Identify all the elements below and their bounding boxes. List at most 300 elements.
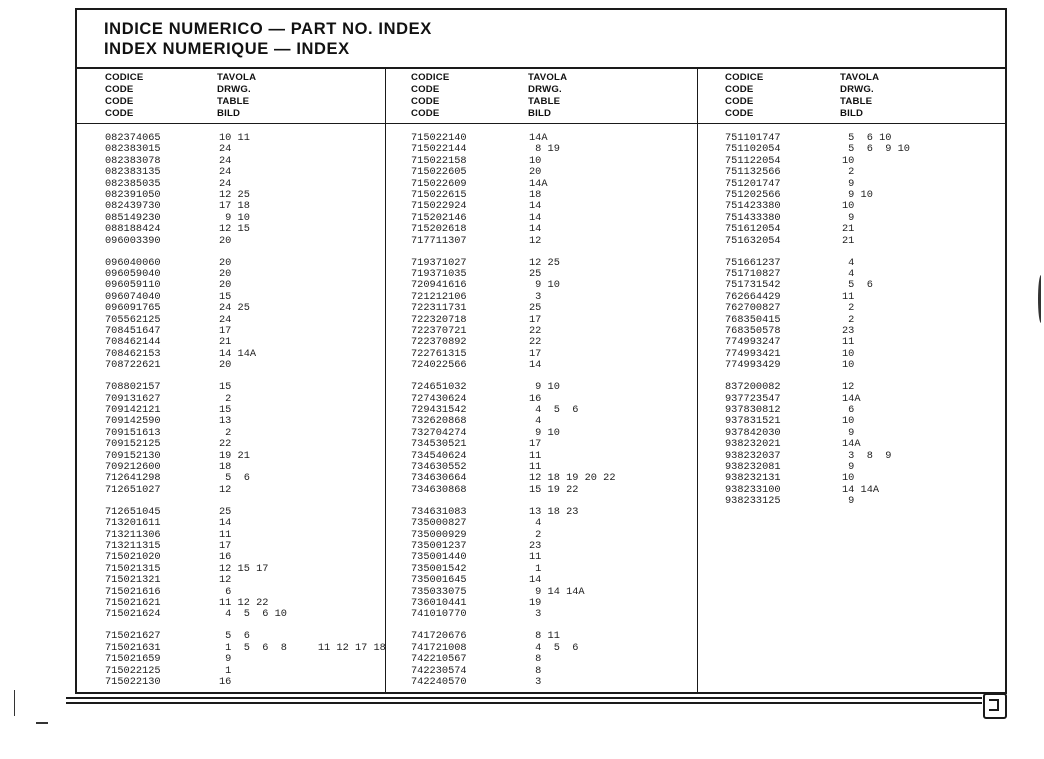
- table-reference: 21: [842, 234, 855, 247]
- part-number: 720941616: [411, 279, 467, 292]
- index-row: [725, 439, 995, 450]
- part-number: 734631083: [411, 505, 467, 518]
- part-number: 715202618: [411, 223, 467, 236]
- table-reference: 23: [529, 540, 542, 552]
- table-reference: 17: [529, 313, 542, 326]
- part-number: 719371035: [411, 268, 467, 280]
- part-number: 735001542: [411, 562, 467, 575]
- part-number: 085149230: [105, 211, 161, 224]
- part-number: 751202566: [725, 189, 781, 201]
- index-row: [105, 609, 375, 620]
- part-number: 751122054: [725, 154, 781, 167]
- header-table-label: TAVOLA: [840, 72, 880, 83]
- table-reference: 12: [219, 574, 232, 587]
- part-number: 096091765: [105, 302, 161, 315]
- table-reference: 11: [529, 461, 542, 473]
- table-reference: 3: [529, 676, 542, 688]
- part-number: 938232131: [725, 472, 781, 485]
- table-reference: 20: [219, 234, 232, 247]
- table-reference: 1: [529, 562, 542, 575]
- table-reference: 13 18 23: [529, 505, 579, 518]
- index-row: [725, 224, 995, 235]
- table-reference: 10: [529, 154, 542, 167]
- table-reference: 22: [529, 336, 542, 349]
- scan-speck: [14, 690, 15, 716]
- table-reference: 16: [529, 392, 542, 405]
- part-number: 715021616: [105, 585, 161, 598]
- index-row: [411, 654, 681, 665]
- table-reference: 9: [842, 177, 855, 190]
- page-title: INDICE NUMERICO — PART NO. INDEX: [104, 20, 432, 38]
- table-reference: 14A: [842, 438, 861, 451]
- table-reference: 14: [219, 517, 232, 530]
- table-reference: 22: [529, 325, 542, 337]
- part-number: 768350578: [725, 325, 781, 337]
- table-reference: 14A: [842, 392, 861, 405]
- part-number: 096040060: [105, 256, 161, 269]
- part-number: 715202146: [411, 211, 467, 224]
- table-reference: 19 21: [219, 449, 250, 462]
- part-number: 715021627: [105, 630, 161, 643]
- table-reference: 9 14 14A: [529, 585, 585, 598]
- table-reference: 25: [219, 505, 232, 518]
- table-reference: 9 10: [842, 189, 873, 201]
- table-reference: 13: [219, 415, 232, 428]
- table-reference: 1: [219, 664, 232, 677]
- index-row: [725, 360, 995, 371]
- table-reference: 14: [529, 574, 542, 587]
- table-reference: 9 10: [529, 279, 560, 292]
- table-reference: 24 25: [219, 302, 250, 315]
- part-number: 937831521: [725, 415, 781, 428]
- part-number: 938232037: [725, 449, 781, 462]
- table-reference: 4 5 6 10: [219, 608, 287, 621]
- part-number: 937830812: [725, 404, 781, 416]
- table-reference: 2: [842, 166, 855, 179]
- table-reference: 15 19 22: [529, 483, 579, 496]
- part-number: 751632054: [725, 234, 781, 247]
- table-reference: 5 6 10: [842, 132, 892, 144]
- part-number: 724651032: [411, 381, 467, 394]
- table-reference: 3 8 9: [842, 449, 892, 462]
- index-row: [105, 303, 375, 314]
- part-number: 751731542: [725, 279, 781, 292]
- part-number: 722761315: [411, 347, 467, 360]
- part-number: 708462144: [105, 336, 161, 349]
- index-row: [105, 575, 375, 586]
- header-code-label: CODE: [105, 96, 134, 107]
- table-reference: 14A: [529, 177, 548, 190]
- part-number: 938233100: [725, 483, 781, 496]
- table-reference: 9: [219, 653, 232, 666]
- part-number: 715022609: [411, 177, 467, 190]
- bottom-rule: [66, 702, 982, 704]
- part-number: 715022125: [105, 664, 161, 677]
- part-number: 082383015: [105, 143, 161, 156]
- part-number: 729431542: [411, 404, 467, 416]
- part-number: 717711307: [411, 234, 467, 247]
- header-table-label: DRWG.: [840, 84, 874, 95]
- part-number: 713201611: [105, 517, 161, 530]
- part-number: 715021020: [105, 551, 161, 564]
- table-reference: 10: [842, 200, 855, 213]
- part-number: 715021659: [105, 653, 161, 666]
- table-reference: 17: [529, 438, 542, 451]
- part-number: 937723547: [725, 392, 781, 405]
- table-reference: 14: [529, 359, 542, 372]
- table-reference: 24: [219, 177, 232, 190]
- index-row: [105, 439, 375, 450]
- index-row: [105, 654, 375, 665]
- index-row: [411, 609, 681, 620]
- index-row: [411, 224, 681, 235]
- table-reference: 2: [219, 392, 232, 405]
- table-reference: 15: [219, 404, 232, 416]
- table-reference: 3: [529, 290, 542, 303]
- part-number: 082374065: [105, 132, 161, 144]
- part-number: 751132566: [725, 166, 781, 179]
- table-reference: 5 6: [842, 279, 873, 292]
- table-reference: 10: [842, 359, 855, 372]
- part-number: 774993421: [725, 347, 781, 360]
- part-number: 937842030: [725, 426, 781, 439]
- part-number: 712651027: [105, 483, 161, 496]
- header-table-label: TAVOLA: [528, 72, 568, 83]
- table-reference: 14: [529, 223, 542, 236]
- part-number: 096003390: [105, 234, 161, 247]
- table-reference: 9: [842, 495, 855, 508]
- index-row: [411, 382, 681, 393]
- table-reference: 5 6 9 10: [842, 143, 910, 156]
- table-reference: 24: [219, 143, 232, 156]
- part-number: 082383078: [105, 154, 161, 167]
- part-number: 715022130: [105, 676, 161, 688]
- part-number: 712651045: [105, 505, 161, 518]
- table-reference: 9: [842, 426, 855, 439]
- table-reference: 12 18 19 20 22: [529, 472, 616, 485]
- part-number: 751101747: [725, 132, 781, 144]
- table-reference: 20: [219, 359, 232, 372]
- part-number: 742230574: [411, 664, 467, 677]
- table-reference: 25: [529, 302, 542, 315]
- part-number: 735000929: [411, 528, 467, 541]
- table-reference: 17: [219, 540, 232, 552]
- table-reference: 20: [529, 166, 542, 179]
- header-table-label: TABLE: [217, 96, 250, 107]
- table-reference: 12: [529, 234, 542, 247]
- part-number: 088188424: [105, 223, 161, 236]
- table-reference: 9: [842, 461, 855, 473]
- part-number: 709152130: [105, 449, 161, 462]
- part-number: 734540624: [411, 449, 467, 462]
- header-table-label: DRWG.: [528, 84, 562, 95]
- table-reference: 4 5 6: [529, 641, 579, 654]
- table-reference: 11: [529, 551, 542, 564]
- index-row: [411, 236, 681, 247]
- part-number: 096074040: [105, 290, 161, 303]
- table-reference: 6: [842, 404, 855, 416]
- index-row: [105, 236, 375, 247]
- column-divider: [697, 67, 698, 692]
- part-number: 713211306: [105, 528, 161, 541]
- title-box: [77, 10, 1005, 69]
- part-number: 735000827: [411, 517, 467, 530]
- part-number: 715021621: [105, 597, 161, 609]
- table-reference: 8: [529, 664, 542, 677]
- index-row: [105, 518, 375, 529]
- table-reference: 24: [219, 313, 232, 326]
- table-reference: 4 5 6: [529, 404, 579, 416]
- part-number: 741721008: [411, 641, 467, 654]
- table-reference: 16: [219, 551, 232, 564]
- table-reference: 10: [842, 347, 855, 360]
- table-reference: 9 10: [529, 381, 560, 394]
- part-number: 708722621: [105, 359, 161, 372]
- part-number: 096059040: [105, 268, 161, 280]
- part-number: 715022158: [411, 154, 467, 167]
- index-row: [725, 303, 995, 314]
- table-reference: 15: [219, 290, 232, 303]
- header-code-label: CODE: [411, 108, 440, 119]
- header-table-label: TAVOLA: [217, 72, 257, 83]
- part-number: 724022566: [411, 359, 467, 372]
- table-reference: 11: [529, 449, 542, 462]
- part-number: 734630868: [411, 483, 467, 496]
- part-number: 722370892: [411, 336, 467, 349]
- index-page-frame: [75, 8, 1007, 694]
- table-reference: 5 6: [219, 472, 250, 485]
- part-number: 721212106: [411, 290, 467, 303]
- table-reference: 2: [842, 302, 855, 315]
- table-reference: 21: [842, 223, 855, 236]
- table-reference: 10: [842, 472, 855, 485]
- index-row: [105, 360, 375, 371]
- part-number: 774993429: [725, 359, 781, 372]
- part-number: 741010770: [411, 608, 467, 621]
- table-reference: 12 15 17: [219, 562, 269, 575]
- part-number: 735033075: [411, 585, 467, 598]
- table-reference: 14: [529, 211, 542, 224]
- part-number: 736010441: [411, 597, 467, 609]
- table-reference: 20: [219, 256, 232, 269]
- table-reference: 9 10: [529, 426, 560, 439]
- part-number: 751612054: [725, 223, 781, 236]
- index-row: [411, 360, 681, 371]
- part-number: 715022144: [411, 143, 467, 156]
- index-row: [105, 224, 375, 235]
- table-reference: 10: [842, 154, 855, 167]
- index-row: [411, 518, 681, 529]
- table-reference: 6: [219, 585, 232, 598]
- part-number: 096059110: [105, 279, 161, 292]
- part-number: 082383135: [105, 166, 161, 179]
- part-number: 715021315: [105, 562, 161, 575]
- part-number: 774993247: [725, 336, 781, 349]
- part-number: 762664429: [725, 290, 781, 303]
- table-reference: 8: [529, 653, 542, 666]
- index-row: [725, 382, 995, 393]
- part-number: 722370721: [411, 325, 467, 337]
- table-reference: 24: [219, 166, 232, 179]
- table-reference: 15: [219, 381, 232, 394]
- table-reference: 17: [529, 347, 542, 360]
- table-reference: 22: [219, 438, 232, 451]
- part-number: 709142121: [105, 404, 161, 416]
- table-reference: 4: [529, 517, 542, 530]
- header-table-label: TABLE: [528, 96, 561, 107]
- index-row: [411, 167, 681, 178]
- table-reference: 8 11: [529, 630, 560, 643]
- part-number: 719371027: [411, 256, 467, 269]
- part-number: 715021631: [105, 641, 161, 654]
- header-code-label: CODE: [725, 96, 754, 107]
- part-number: 837200082: [725, 381, 781, 394]
- part-number: 768350415: [725, 313, 781, 326]
- page-subtitle: INDEX NUMERIQUE — INDEX: [104, 40, 350, 58]
- header-divider: [77, 123, 1005, 124]
- table-reference: 18: [219, 461, 232, 473]
- index-row: [105, 677, 375, 688]
- header-code-label: CODICE: [725, 72, 764, 83]
- table-reference: 14A: [529, 132, 548, 144]
- table-reference: 14 14A: [219, 347, 257, 360]
- part-number: 735001645: [411, 574, 467, 587]
- part-number: 727430624: [411, 392, 467, 405]
- table-reference: 9: [842, 211, 855, 224]
- table-reference: 11: [219, 528, 232, 541]
- part-number: 082391050: [105, 189, 161, 201]
- index-row: [411, 439, 681, 450]
- part-number: 709152125: [105, 438, 161, 451]
- table-reference: 4: [529, 415, 542, 428]
- table-reference: 8 19: [529, 143, 560, 156]
- part-number: 751661237: [725, 256, 781, 269]
- scan-speck: [36, 722, 48, 724]
- part-number: 751102054: [725, 143, 781, 156]
- table-reference: 10 11: [219, 132, 250, 144]
- index-row: [105, 382, 375, 393]
- binding-edge-mark: [1038, 275, 1044, 323]
- table-reference: 12 15: [219, 223, 250, 236]
- part-number: 709151613: [105, 426, 161, 439]
- table-reference: 2: [529, 528, 542, 541]
- bottom-rule: [66, 697, 982, 699]
- part-number: 732620868: [411, 415, 467, 428]
- table-reference: 3: [529, 608, 542, 621]
- header-code-label: CODICE: [105, 72, 144, 83]
- index-row: [105, 167, 375, 178]
- index-row: [725, 496, 995, 507]
- part-number: 938232021: [725, 438, 781, 451]
- part-number: 751201747: [725, 177, 781, 190]
- part-number: 762700827: [725, 302, 781, 315]
- table-reference: 1 5 6 8 11 12 17 18: [219, 641, 386, 654]
- index-row: [411, 677, 681, 688]
- table-reference: 14 14A: [842, 483, 880, 496]
- part-number: 705562125: [105, 313, 161, 326]
- header-code-label: CODE: [411, 84, 440, 95]
- table-reference: 2: [842, 313, 855, 326]
- index-row: [725, 236, 995, 247]
- part-number: 713211315: [105, 540, 161, 552]
- table-reference: 21: [219, 336, 232, 349]
- section-tab-icon: [983, 693, 1007, 719]
- table-reference: 24: [219, 154, 232, 167]
- part-number: 715022924: [411, 200, 467, 213]
- index-row: [411, 303, 681, 314]
- table-reference: 18: [529, 189, 542, 201]
- table-reference: 19: [529, 597, 542, 609]
- part-number: 734630664: [411, 472, 467, 485]
- part-number: 751433380: [725, 211, 781, 224]
- table-reference: 11: [842, 336, 855, 349]
- header-table-label: DRWG.: [217, 84, 251, 95]
- table-reference: 12 25: [219, 189, 250, 201]
- table-reference: 12: [219, 483, 232, 496]
- part-number: 938232081: [725, 461, 781, 473]
- part-number: 708802157: [105, 381, 161, 394]
- part-number: 734630552: [411, 461, 467, 473]
- part-number: 938233125: [725, 495, 781, 508]
- table-reference: 12 25: [529, 256, 560, 269]
- table-reference: 25: [529, 268, 542, 280]
- part-number: 715022605: [411, 166, 467, 179]
- part-number: 715021321: [105, 574, 161, 587]
- part-number: 082439730: [105, 200, 161, 213]
- part-number: 735001440: [411, 551, 467, 564]
- header-table-label: TABLE: [840, 96, 873, 107]
- header-code-label: CODE: [411, 96, 440, 107]
- table-reference: 5 6: [219, 630, 250, 643]
- header-table-label: BILD: [840, 108, 864, 119]
- part-number: 751423380: [725, 200, 781, 213]
- part-number: 734530521: [411, 438, 467, 451]
- table-reference: 11 12 22: [219, 597, 269, 609]
- table-reference: 16: [219, 676, 232, 688]
- part-number: 742210567: [411, 653, 467, 666]
- table-reference: 11: [842, 290, 855, 303]
- table-reference: 4: [842, 268, 855, 280]
- header-code-label: CODICE: [411, 72, 450, 83]
- header-code-label: CODE: [725, 108, 754, 119]
- table-reference: 20: [219, 279, 232, 292]
- part-number: 741720676: [411, 630, 467, 643]
- part-number: 709142590: [105, 415, 161, 428]
- part-number: 735001237: [411, 540, 467, 552]
- header-code-label: CODE: [105, 84, 134, 95]
- table-reference: 20: [219, 268, 232, 280]
- table-reference: 2: [219, 426, 232, 439]
- column-divider: [385, 67, 386, 692]
- part-number: 712641298: [105, 472, 161, 485]
- table-reference: 10: [842, 415, 855, 428]
- index-row: [411, 575, 681, 586]
- table-reference: 9 10: [219, 211, 250, 224]
- table-reference: 17: [219, 325, 232, 337]
- index-row: [725, 167, 995, 178]
- table-reference: 12: [842, 381, 855, 394]
- index-row: [105, 485, 375, 496]
- table-reference: 4: [842, 256, 855, 269]
- part-number: 708451647: [105, 325, 161, 337]
- part-number: 722311731: [411, 302, 467, 315]
- part-number: 708462153: [105, 347, 161, 360]
- header-table-label: BILD: [217, 108, 241, 119]
- part-number: 722320718: [411, 313, 467, 326]
- table-reference: 14: [529, 200, 542, 213]
- part-number: 751710827: [725, 268, 781, 280]
- part-number: 709212600: [105, 461, 161, 473]
